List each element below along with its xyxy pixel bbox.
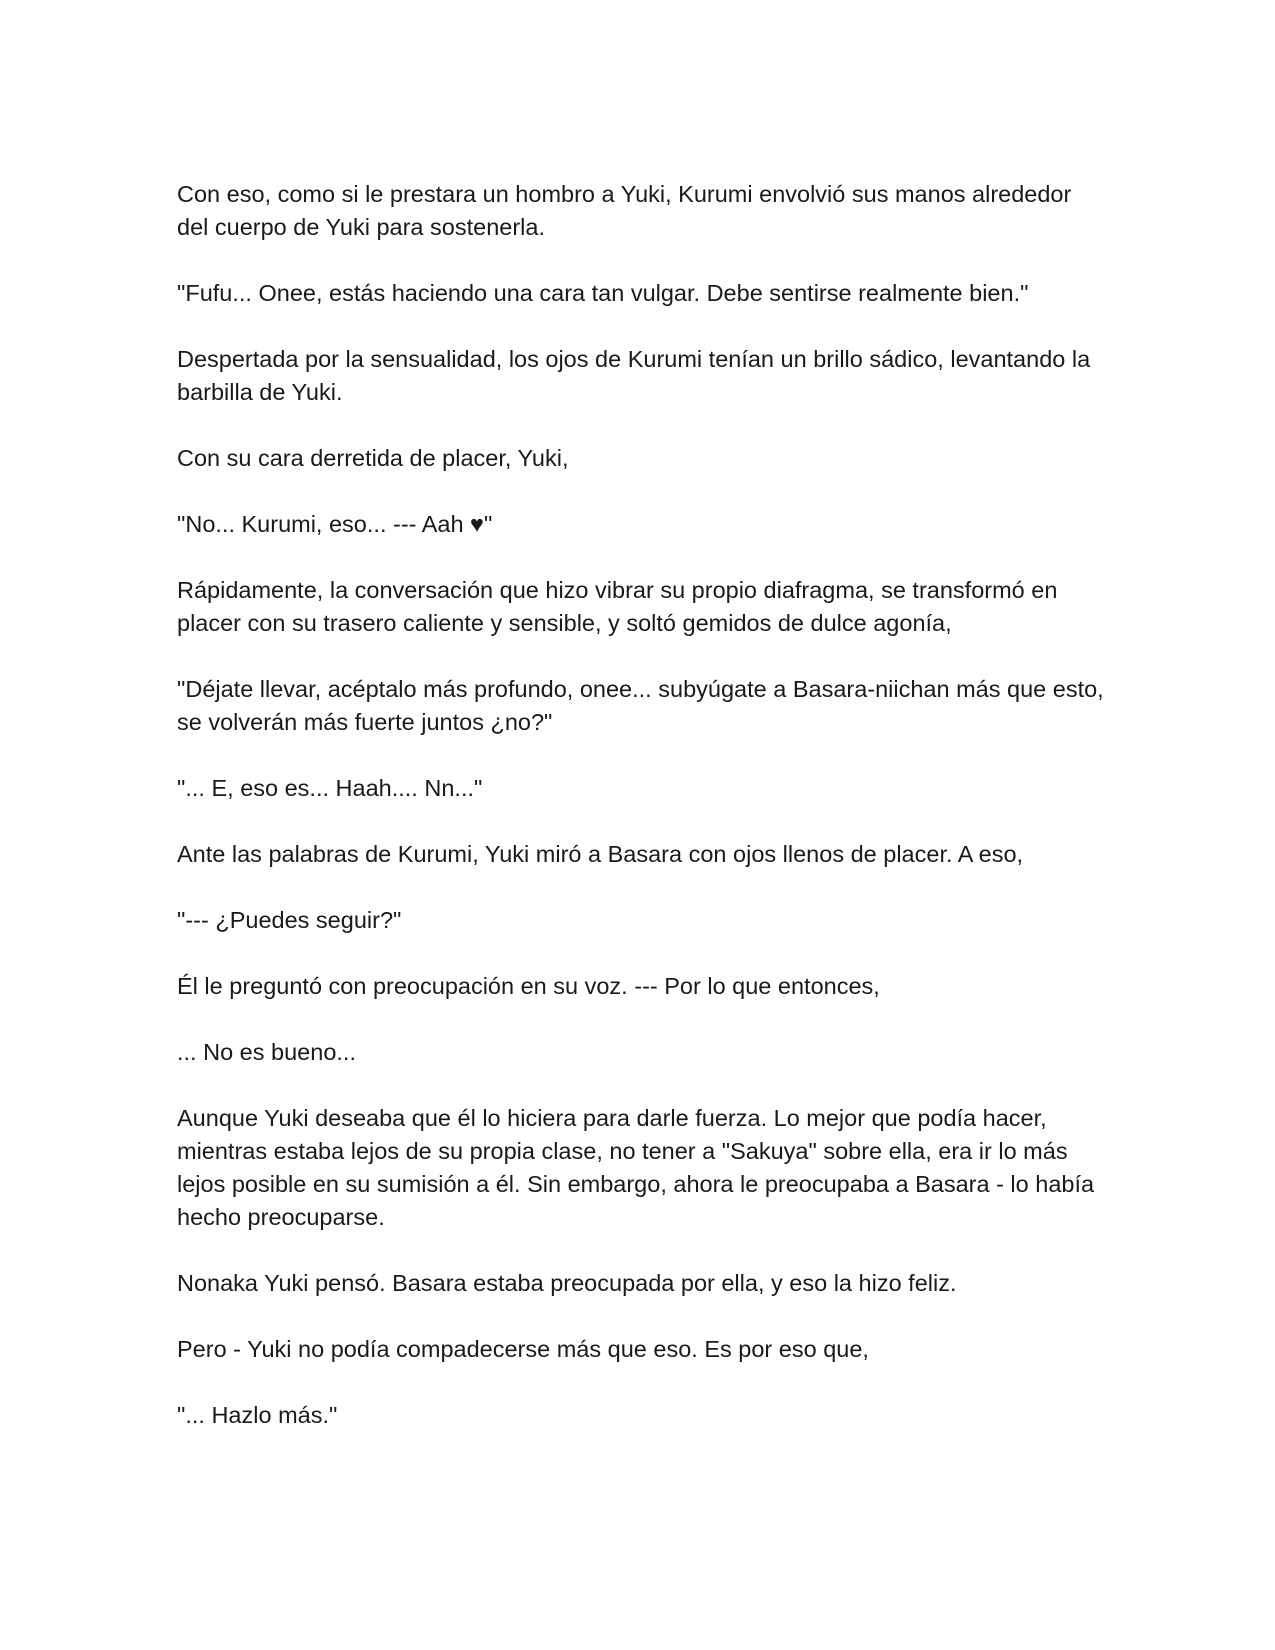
paragraph: "No... Kurumi, eso... --- Aah ♥" (177, 511, 493, 537)
document-body (177, 178, 1107, 1465)
paragraph: Ante las palabras de Kurumi, Yuki miró a Basara con ojos llenos de placer. A eso, (177, 841, 1024, 867)
paragraph: Pero - Yuki no podía compadecerse más que eso. Es por eso que, (177, 1336, 869, 1362)
paragraph: Él le preguntó con preocupación en su voz. --- Por lo que entonces, (177, 973, 880, 999)
paragraph: "... Hazlo más." (177, 1402, 338, 1428)
paragraph: Nonaka Yuki pensó. Basara estaba preocupada por ella, y eso la hizo feliz. (177, 1270, 957, 1296)
paragraph: "--- ¿Puedes seguir?" (177, 907, 402, 933)
paragraph: Aunque Yuki deseaba que él lo hiciera para darle fuerza. Lo mejor que podía hacer, mientras estaba lejos de su propia clase, no tener a "Sakuya" sobre ella, era ir lo más lejos posible en su sumisión a él. Sin embargo, ahora le preocupaba a Basara - lo había hecho preocuparse. (177, 1105, 1095, 1230)
paragraph: "Fufu... Onee, estás haciendo una cara tan vulgar. Debe sentirse realmente bien." (177, 280, 1029, 306)
paragraph: "Déjate llevar, acéptalo más profundo, onee... subyúgate a Basara-niichan más que esto, se volverán más fuerte juntos ¿no?" (177, 676, 1104, 735)
paragraph: Despertada por la sensualidad, los ojos de Kurumi tenían un brillo sádico, levantando la barbilla de Yuki. (177, 346, 1091, 405)
paragraph: Con su cara derretida de placer, Yuki, (177, 445, 569, 471)
paragraph: Rápidamente, la conversación que hizo vibrar su propio diafragma, se transformó en placer con su trasero caliente y sensible, y soltó gemidos de dulce agonía, (177, 577, 1058, 636)
paragraph: ... No es bueno... (177, 1039, 356, 1065)
paragraph: "... E, eso es... Haah.... Nn..." (177, 775, 483, 801)
paragraph: Con eso, como si le prestara un hombro a Yuki, Kurumi envolvió sus manos alrededor del cuerpo de Yuki para sostenerla. (177, 181, 1072, 240)
